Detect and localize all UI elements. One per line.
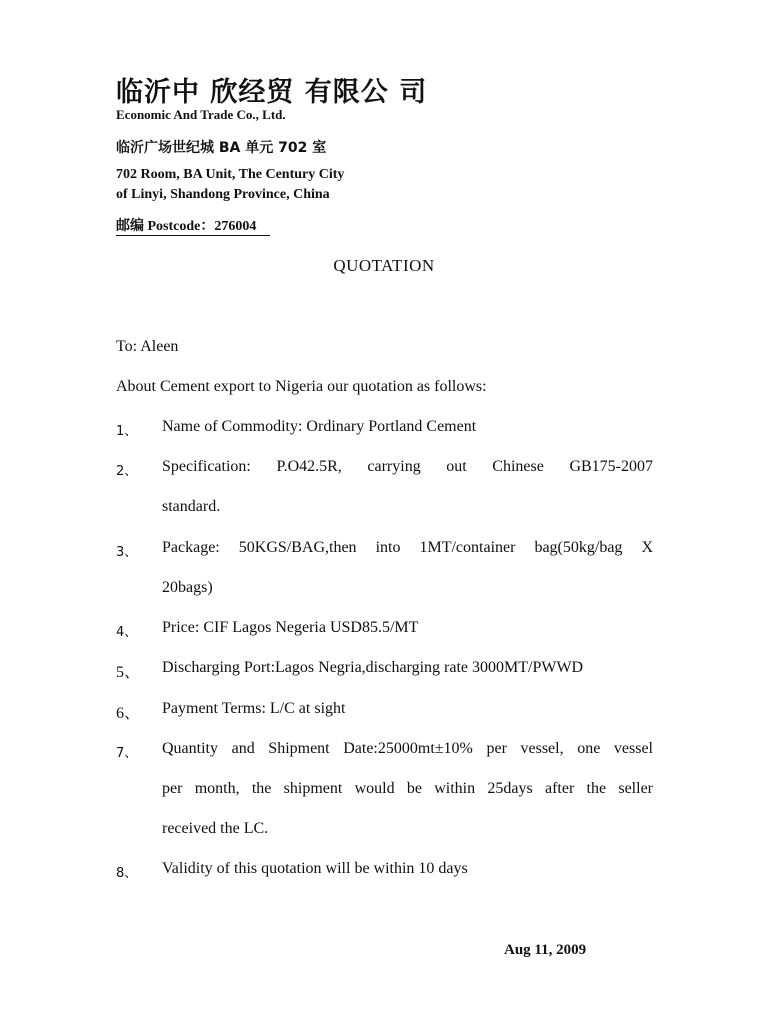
item-number: 5、 <box>116 664 141 681</box>
item-number: 6、 <box>116 705 141 722</box>
item-text: Name of Commodity: Ordinary Portland Cement <box>162 418 477 435</box>
item-text: Validity of this quotation will be within 10 days <box>162 860 468 877</box>
item-text: Payment Terms: L/C at sight <box>162 700 346 717</box>
address-chinese: 临沂广场世纪城 BA 单元 702 室 <box>116 140 327 156</box>
item-text-continued: received the LC. <box>162 820 269 837</box>
item-text: Discharging Port:Lagos Negria,discharging rate 3000MT/PWWD <box>162 659 584 676</box>
company-name-chinese: 临沂中 欣经贸 有限公 司 <box>116 77 428 108</box>
item-number: 3、 <box>116 545 138 560</box>
postcode <box>116 218 270 236</box>
document-title: QUOTATION <box>333 256 435 275</box>
postcode-value: Postcode：276004 <box>147 219 257 234</box>
item-text-continued: standard. <box>162 498 221 515</box>
recipient-line: To: Aleen <box>116 338 179 355</box>
intro-line: About Cement export to Nigeria our quotation as follows: <box>116 378 487 395</box>
postcode-label-chinese: 邮编 <box>116 218 144 234</box>
address-english-line-2: of Linyi, Shandong Province, China <box>116 187 330 202</box>
quotation-date: Aug 11, 2009 <box>504 942 587 958</box>
item-number: 2、 <box>116 464 138 479</box>
item-text-continued: 20bags) <box>162 579 213 596</box>
item-number: 1、 <box>116 424 138 439</box>
item-number: 7、 <box>116 746 138 761</box>
item-text-continued: per month, the shipment would be within 25days after the seller <box>162 780 653 797</box>
company-name-english: Economic And Trade Co., Ltd. <box>116 107 286 122</box>
item-text: Price: CIF Lagos Negeria USD85.5/MT <box>162 619 419 636</box>
item-number: 4、 <box>116 625 138 640</box>
address-english-line-1: 702 Room, BA Unit, The Century City <box>116 167 345 182</box>
item-number: 8、 <box>116 866 138 881</box>
item-text: Quantity and Shipment Date:25000mt±10% per vessel, one vessel <box>162 740 653 757</box>
item-text: Specification: P.O42.5R, carrying out Chinese GB175-2007 <box>162 458 653 475</box>
item-text: Package: 50KGS/BAG,then into 1MT/container bag(50kg/bag X <box>162 539 653 556</box>
